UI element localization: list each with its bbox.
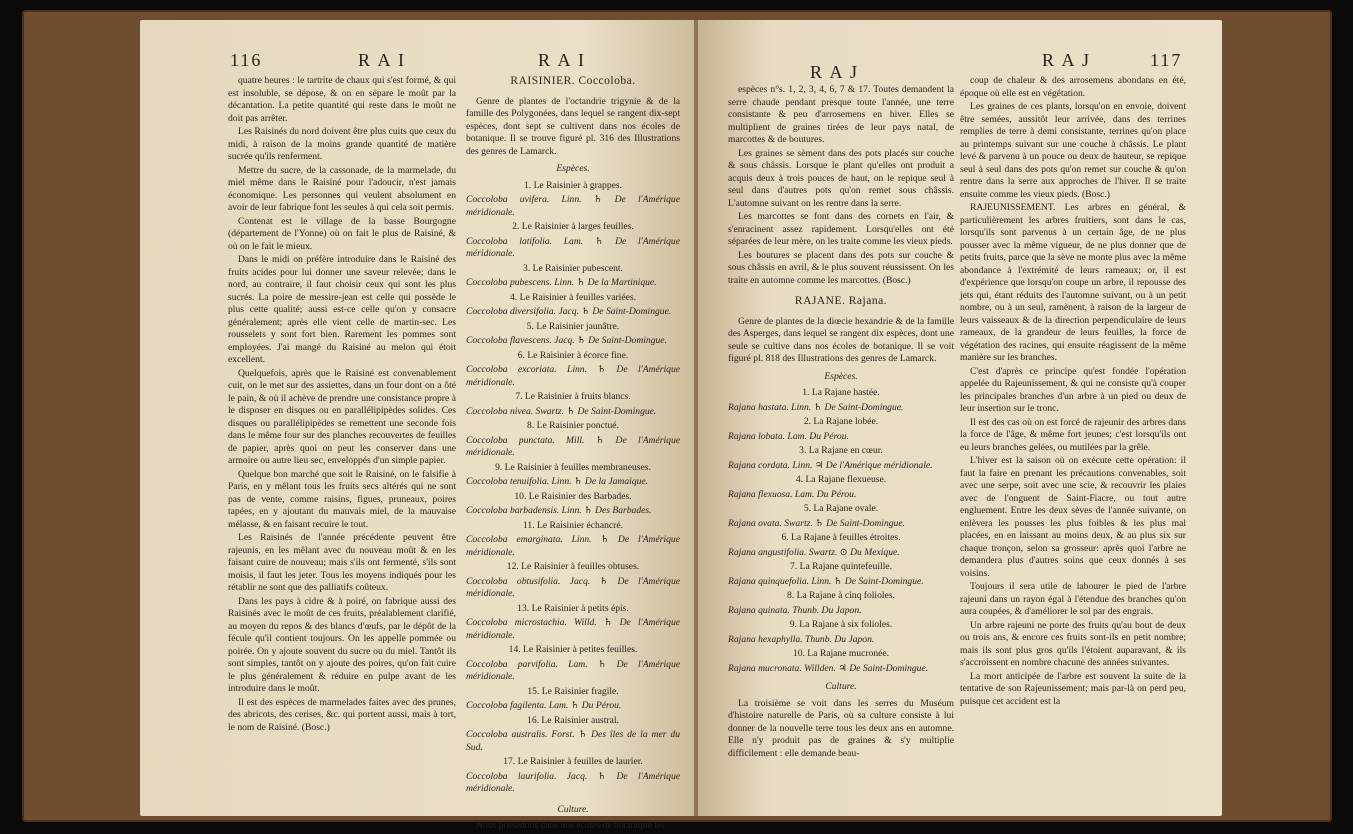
paragraph: Dans le midi on préfère introduire dans le Raisiné des fruits acides pour lui donner une saveur relevée; dans le nord, au contraire, il faut choisir ceux qui sont les plus sucrés. La poire de messire-jean est celle qui possède le plus cette qualité; aussi est-ce celle qu'on y consacre généralement; après elle vient celle de martin-sec. Les rousselets y sont fort bien. Rarement les pommes sont employées. J'ai mangé du Raisiné au melon qui étoit excellent. <box>228 254 456 365</box>
species-line: 8. La Rajane à cinq folioles. <box>787 590 895 601</box>
species-line: 12. Le Raisinier à feuilles obtuses. <box>506 561 640 572</box>
species-line: Coccoloba emarginata. Linn. ♄ De l'Amérique méridionale. <box>466 534 680 558</box>
species-line: Coccoloba flavescens. Jacq. ♄ De Saint-Domingue. <box>466 335 667 346</box>
especes-heading: Espèces. <box>556 163 590 174</box>
right-page <box>698 20 1222 816</box>
species-line: Rajana flexuosa. Lam. Du Pérou. <box>728 488 857 500</box>
left-column-1 <box>228 75 456 735</box>
species-line: Coccoloba nivea. Swartz. ♄ De Saint-Domingue. <box>466 405 657 417</box>
paragraph: La mort anticipée de l'arbre est souvent la suite de la tentative de son Rajeunissement; mais par-là on perd peu, puisque cet accident est la <box>960 670 1186 707</box>
raisinier-culture-continued <box>728 84 954 287</box>
species-line: 6. La Rajane à feuilles étroites. <box>781 532 901 543</box>
paragraph: L'hiver est la saison où on exécute cette opération: il faut la faire en prenant les précautions convenables, soit avec une serpe, soit avec une scie, & recouvrir les plaies avec de l'onguent de Saint-Fiacre, ou tout autre engluement. Entre les deux sèves de l'année suivante, on enlèvera les pousses les plus foibles & les plus mal placées, en en laissant au moins deux, & au plus six sur chaque tronçon, selon sa grosseur: après quoi l'arbre ne demandera plus d'autres soins que ceux donnés à ses voisins. <box>960 455 1186 579</box>
species-line: 4. Le Raisinier à feuilles variées. <box>509 291 636 303</box>
species-line: 10. La Rajane mucronée. <box>792 648 890 659</box>
species-line: Rajana quinquefolia. Linn. ♄ De Saint-Domingue. <box>728 575 924 587</box>
species-line: 4. La Rajane flexueuse. <box>795 474 887 485</box>
left-column-2 <box>466 75 680 834</box>
culture-text: Nous possédons dans nos écoles de botanique les <box>476 820 665 831</box>
paragraph: Mettre du sucre, de la cassonade, de la marmelade, du miel même dans le Raisiné pour l'adoucir, n'est jamais économique. Les personnes qui veulent absolument en avoir de leur fabrique font les seules à qui cela soit permis. <box>228 164 456 213</box>
species-line: Coccoloba latifolia. Lam. ♄ De l'Amérique méridionale. <box>466 235 680 259</box>
species-list <box>466 180 680 796</box>
raisinier-intro: Genre de plantes de l'octandrie trigynie & de la famille des Polygonées, dans lequel se rangent dix-sept espèces, dont sept se cultivent dans nos écoles de botanique. Il se trouve figuré pl. 316 des Illustrations des genres de Lamarck. <box>466 95 680 157</box>
paragraph: Dans les pays à cidre & à poiré, on fabrique aussi des Raisinés avec le moût de ces fruits, préalablement clarifié, au moyen du repos & des blancs d'œufs, par le dépôt de la fécule qu'il contient toujours. On les appelle pommée ou poirée. On y ajoute souvent du sucre ou du miel. Tantôt ils sont simples, tantôt on y ajoute des poires, qu'on fait cuire le plus généralement & réduire en pulpe avant de les introduire dans le moût. <box>228 595 456 694</box>
species-line: 7. Le Raisinier à fruits blancs. <box>515 391 631 402</box>
species-line: Coccoloba tenuifolia. Linn. ♄ De la Jamaïque. <box>466 476 649 487</box>
right-column-2 <box>960 75 1186 709</box>
paragraph: Contenat est le village de la basse Bourgogne (département de l'Yonne) où on fait le plus de Raisiné, & où on le fait le mieux. <box>228 215 456 252</box>
culture-heading: Culture. <box>557 803 589 815</box>
species-line: 8. Le Raisinier ponctué. <box>527 420 619 431</box>
species-line: Coccoloba uvifera. Linn. ♄ De l'Amérique méridionale. <box>466 194 680 218</box>
species-line: 11. Le Raisinier échancré. <box>522 519 624 531</box>
species-line: 7. La Rajane quintefeuille. <box>789 561 893 572</box>
species-line: 2. Le Raisinier à larges feuilles. <box>512 221 634 232</box>
paragraph: Quelquefois, après que le Raisiné est convenablement cuit, on le met sur des assiettes, dans un four dont on a ôté le pain, & où il achève de prendre une consistance propre à le disposer en disques ou en parallélipipèdes solides. Ces disques ou parallélipipèdes se remettent une seconde fois dans le même four sur des planches recouvertes de feuilles de papier, après quoi on peut les conserver dans une armoire ou autre lieu sec, enveloppés d'un simple papier. <box>228 367 456 466</box>
paragraph: Il est des espèces de marmelades faites avec des prunes, des abricots, des cerises, &c. qui portent aussi, mais à tort, le nom de Raisiné. (Bosc.) <box>228 696 456 733</box>
entry-title-rajane: RAJANE. Rajana. <box>794 295 888 307</box>
rajane-culture-text: La troisième se voit dans les serres du Muséum d'histoire naturelle de Paris, où sa culture consiste à lui donner de la nouvelle terre tous les deux ans en automne. Elle n'y produit pas de graines & s'y multiplie difficilement : elle demande beau- <box>728 697 954 759</box>
species-line: Coccoloba barbadensis. Linn. ♄ Des Barbades. <box>466 505 652 516</box>
species-line: 2. La Rajane lobée. <box>803 416 879 427</box>
column-head: R A I <box>538 50 587 70</box>
species-line: 6. Le Raisinier à écorce fine. <box>517 349 629 361</box>
running-head: R A J <box>1042 50 1092 70</box>
species-line: 15. Le Raisinier fragile. <box>527 685 619 697</box>
species-line: Coccoloba pubescens. Linn. ♄ De la Martinique. <box>466 277 657 288</box>
species-line: 5. Le Raisinier jaunâtre. <box>526 320 620 332</box>
species-line: 14. Le Raisinier à petites feuilles. <box>508 644 638 655</box>
species-line: 13. Le Raisinier à petits épis. <box>517 602 629 614</box>
paragraph: Il est des cas où on est forcé de rajeunir des arbres dans la force de l'âge, & même fort jeunes; c'est lorsqu'ils ont eu leurs branches gelées, ou mutilées par la grêle. <box>960 416 1186 453</box>
page-number: 117 <box>1150 50 1183 70</box>
paragraph: Les marcottes se font dans des cornets en l'air, & s'enracinent assez rapidement. Lorsqu'elles ont été séparées de leur mère, on les traite comme les vieux pieds. <box>728 211 954 247</box>
right-column-1 <box>728 84 954 761</box>
paragraph: Quelque bon marché que soit le Raisiné, on le falsifie à Paris, en y mêlant tous les fruits secs altérés qui ne sont pas de vente, comme raisins, figues, pruneaux, poires tapées, en y ajoutant du mauvais miel, de la mauvaise mélasse, & en faisant recuire le tout. <box>228 468 456 530</box>
species-line: 17. Le Raisinier à feuilles de laurier. <box>503 756 643 767</box>
species-line: 9. La Rajane à six folioles. <box>789 619 893 630</box>
species-line: Coccoloba diversifolia. Jacq. ♄ De Saint-Domingue. <box>466 306 672 317</box>
species-line: Rajana cordata. Linn. ♃ De l'Amérique méridionale. <box>728 459 933 471</box>
species-line: Rajana ovata. Swartz. ♄ De Saint-Domingue. <box>728 517 906 529</box>
species-line: Coccoloba punctata. Mill. ♄ De l'Amérique méridionale. <box>466 434 680 458</box>
running-head: R A I <box>358 50 407 70</box>
paragraph: coup de chaleur & des arrosemens abondans en été, époque où elle est en végétation. <box>960 75 1186 99</box>
paragraph: espèces n°s. 1, 2, 3, 4, 6, 7 & 17. Toutes demandent la serre chaude pendant presque toute l'année, une terre consistante & peu d'arrosemens en hiver. Elles se multiplient de graines tirées de leur pays natal, de marcottes & de boutures. <box>728 84 954 145</box>
species-line: Coccoloba parvifolia. Lam. ♄ De l'Amérique méridionale. <box>466 658 680 682</box>
paragraph: Les Raisinés du nord doivent être plus cuits que ceux du midi, à raison de la moins grande quantité de matière sucrée qu'ils renferment. <box>228 126 456 162</box>
species-line: Coccoloba laurifolia. Jacq. ♄ De l'Amérique méridionale. <box>466 770 680 794</box>
entry-title-raisinier: RAISINIER. Coccoloba. <box>510 75 636 87</box>
species-line: Coccoloba australis. Forst. ♄ Des îles de la mer du Sud. <box>466 729 680 753</box>
species-line: Rajana hastata. Linn. ♄ De Saint-Domingue. <box>728 401 904 413</box>
species-line: Rajana lobata. Lam. Du Pérou. <box>728 430 849 442</box>
paragraph: Toujours il sera utile de labourer le pied de l'arbre rajeuni dans un rayon égal à l'étendue des branches qu'on aura coupées, & d'améliorer le sol par des engrais. <box>960 581 1186 617</box>
species-line: Coccoloba excoriata. Linn. ♄ De l'Amérique méridionale. <box>466 364 680 388</box>
rajane-species-list <box>728 387 954 675</box>
paragraph: C'est d'après ce principe qu'est fondée l'opération appelée du Rajeunissement, & qui ne consiste qu'à couper les principales branches d'un arbre à un pied ou deux de leur insertion sur le tronc. <box>960 365 1186 414</box>
paragraph: Les graines de ces plants, lorsqu'on en envoie, doivent être semées, aussitôt leur arrivée, dans des terrines remplies de terre à demi consistante, terrines qu'on place au printemps suivant sur une couche à châssis. Le plant levé & parvenu à un pouce ou deux de hauteur, se repique seul à seul dans des pots qu'on remet sur couche & qu'on rentre dans la serre aux approches de l'hiver. Il se traite ensuite comme les vieux pieds. (Bosc.) <box>960 101 1186 200</box>
species-line: Coccoloba fagilenta. Lam. ♄ Du Pérou. <box>466 700 622 711</box>
paragraph: quatre heures : le tartrite de chaux qui s'est formé, & qui est insoluble, se dépose, & on en sépare le moût par la décantation. La petite quantité qui reste dans le moût ne doit pas arrêter. <box>228 75 456 124</box>
species-line: 9. Le Raisinier à feuilles membraneuses. <box>495 461 651 473</box>
culture-heading: Culture. <box>825 681 857 692</box>
rajane-intro: Genre de plantes de la diœcie hexandrie & de la famille des Asperges, dans lequel se rangent dix espèces, dont une seule se cultive dans nos écoles de botanique. Il se voit figuré pl. 818 des Illustrations des genres de Lamarck. <box>728 315 954 364</box>
species-line: Rajana angustifolia. Swartz. ⊙ Du Mexique. <box>728 546 900 558</box>
paragraph: Les graines se sèment dans des pots placés sur couche & sous châssis. Lorsque le plant qu'elles ont produit a acquis deux à trois pouces de haut, on le repique seul à seul dans d'autres pots qu'on remet sous châssis. L'automne suivant on les rentre dans la serre. <box>728 147 954 209</box>
left-page <box>140 20 696 831</box>
paragraph: Les boutures se placent dans des pots sur couche & sous châssis en avril, & le plus souvent réussissent. On les traite en automne comme les marcottes. (Bosc.) <box>728 249 954 286</box>
species-line: Rajana mucronata. Willden. ♃ De Saint-Domingue. <box>728 662 929 674</box>
page-number: 116 <box>230 50 263 70</box>
species-line: 10. Le Raisinier des Barbades. <box>514 490 632 502</box>
paragraph: Les Raisinés de l'année précédente peuvent être rajeunis, en les mêlant avec du nouveau moût & en les faisant cuire de nouveau; mais s'ils ont fermenté, s'ils sont moisis, il faut les jeter. Tous les moyens indiqués pour les rétablir ne sont que des palliatifs coûteux. <box>228 532 456 593</box>
species-line: 5. La Rajane ovale. <box>803 503 879 514</box>
species-line: Coccoloba obtusifolia. Jacq. ♄ De l'Amérique méridionale. <box>466 575 680 599</box>
species-line: 1. Le Raisinier à grappes. <box>523 179 623 191</box>
species-line: 3. Le Raisinier pubescent. <box>523 262 623 274</box>
species-line: 16. Le Raisinier austral. <box>527 714 619 726</box>
species-line: 1. La Rajane hastée. <box>802 387 880 398</box>
species-line: Rajana quinata. Thunb. Du Japon. <box>728 604 862 616</box>
paragraph: RAJEUNISSEMENT. Les arbres en général, & particulièrement les arbres fruitiers, sont dans le cas, lorsqu'ils sont parvenus à un certain âge, de ne plus pousser avec la même vigueur, de ne plus donner que de petits fruits, parce que la sève ne monte plus avec la même abondance à l'extrémité de leurs rameaux; or, il est d'expérience que lorsqu'on coupe un arbre, il repousse des jets qui, étant réduits des l'automne suivant, ou à un petit nombre, ou à un seul, ramènent, à raison de la largeur de leurs vaisseaux & de la direction perpendiculaire de leurs rameaux, de la grandeur de leurs feuilles, la force de végétation des racines, qui ensuite réagissent de la même manière sur les branches. <box>960 202 1186 363</box>
species-line: 3. La Rajane en cœur. <box>799 445 883 456</box>
species-line: Coccoloba microstachia. Willd. ♄ De l'Amérique méridionale. <box>466 617 680 641</box>
especes-heading: Espèces. <box>824 370 858 382</box>
species-line: Rajana hexaphylla. Thunb. Du Japon. <box>728 633 875 645</box>
column-head: R A J <box>810 62 860 82</box>
paragraph: Un arbre rajeuni ne porte des fruits qu'au bout de deux ou trois ans, & encore ces fruits sont-ils en petit nombre; mais ils sont plus gros qu'ils l'étoient auparavant, & ils s'accroissent en nombre chacune des années suivantes. <box>960 619 1186 668</box>
